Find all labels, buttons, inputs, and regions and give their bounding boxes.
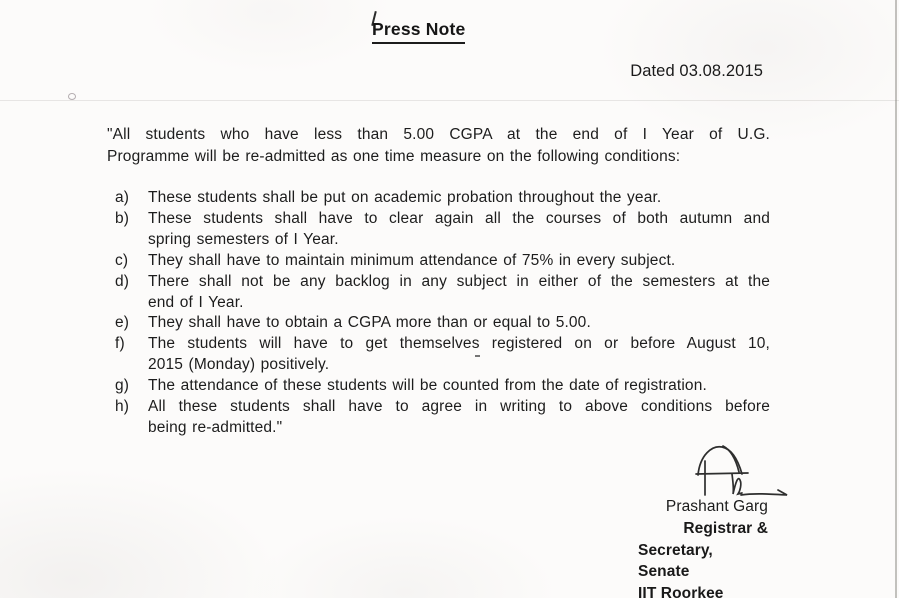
condition-marker: d) xyxy=(115,272,130,290)
condition-item-h xyxy=(115,397,770,439)
condition-text: end of I Year. xyxy=(148,293,244,311)
condition-text: spring semesters of I Year. xyxy=(148,230,339,248)
condition-item-c xyxy=(115,251,770,272)
scan-artifact-speck xyxy=(68,93,76,100)
condition-text: All these students shall have to agree in writing to above conditions before xyxy=(148,398,770,416)
condition-item-e xyxy=(115,313,770,334)
condition-text: 2015 (Monday) positively. xyxy=(148,356,330,374)
condition-marker: h) xyxy=(115,398,130,416)
condition-text: These students shall be put on academic probation throughout the year. xyxy=(148,189,662,206)
intro-line-2: Programme will be re-admitted as one time measure on the following conditions: xyxy=(107,147,681,165)
condition-item-b xyxy=(115,209,770,251)
condition-marker: f) xyxy=(115,335,125,353)
condition-text: The attendance of these students will be counted from the date of registration. xyxy=(148,377,707,395)
intro-line-1: "All students who have less than 5.00 CGPA at the end of I Year of U.G. xyxy=(107,126,770,143)
condition-item-a xyxy=(115,188,770,209)
signature-scribble-icon xyxy=(690,443,800,501)
scan-artifact-right-edge-line xyxy=(895,0,897,598)
condition-item-g xyxy=(115,376,770,397)
page-title: Press Note xyxy=(372,19,465,44)
condition-marker: a) xyxy=(115,189,130,206)
condition-item-f xyxy=(115,334,770,376)
condition-marker: g) xyxy=(115,377,130,395)
date-line: Dated 03.08.2015 xyxy=(630,62,763,80)
signatory-role-1: Registrar & xyxy=(683,519,768,537)
condition-marker: c) xyxy=(115,251,129,269)
intro-paragraph xyxy=(107,124,770,167)
condition-text: There shall not be any backlog in any subject in either of the semesters at the xyxy=(148,272,770,290)
scan-artifact-horizontal-line xyxy=(0,100,899,101)
signatory-role-2: Secretary, Senate xyxy=(638,541,713,581)
signatory-role-3: IIT Roorkee xyxy=(638,585,724,598)
signature-block xyxy=(638,496,768,598)
condition-text: These students shall have to clear again all the courses of both autumn and xyxy=(148,209,770,227)
signatory-name: Prashant Garg xyxy=(665,498,768,515)
condition-text: The students will have to get themselves registered on or before August 10, xyxy=(148,335,770,353)
condition-marker: b) xyxy=(115,209,130,227)
condition-text: being re-admitted." xyxy=(148,418,283,436)
conditions-list xyxy=(115,188,770,439)
condition-item-d xyxy=(115,272,770,314)
condition-marker: e) xyxy=(115,314,130,332)
condition-text: They shall have to obtain a CGPA more than or equal to 5.00. xyxy=(148,314,591,332)
condition-text: They shall have to maintain minimum attendance of 75% in every subject. xyxy=(148,251,676,269)
